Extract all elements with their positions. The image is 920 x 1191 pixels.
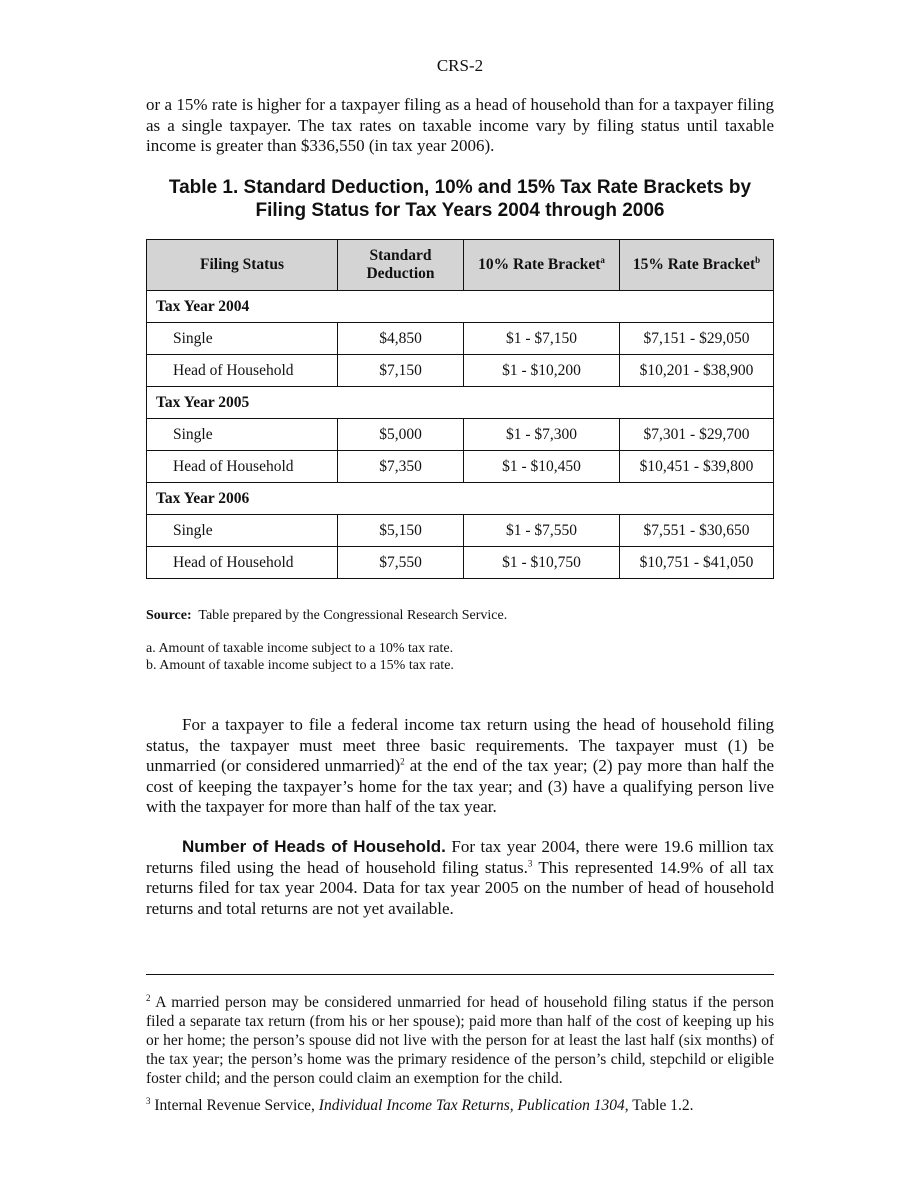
group-row bbox=[147, 387, 774, 419]
table-row bbox=[147, 323, 774, 355]
footnote-marker-b: b bbox=[755, 254, 761, 265]
cell-status: Head of Household bbox=[147, 451, 338, 483]
header-15-label: 15% Rate Bracket bbox=[632, 256, 756, 273]
table-source bbox=[146, 608, 507, 624]
table-title bbox=[146, 176, 774, 222]
footnote-ref-2[interactable]: 2 bbox=[400, 756, 405, 767]
source-label: Source: bbox=[146, 608, 192, 623]
table-title-line2: Filing Status for Tax Years 2004 through 2006 bbox=[255, 200, 665, 221]
cell-rate15: $7,301 - $29,700 bbox=[620, 419, 774, 451]
cell-rate15: $10,751 - $41,050 bbox=[620, 547, 774, 579]
footnote-number: 2 bbox=[146, 992, 151, 1003]
footnote-text: Internal Revenue Service, bbox=[150, 1097, 319, 1114]
body-text: For a taxpayer to file a federal income tax return using the head of household filing status, the taxpayer must meet three basic requirements. The taxpayer must (1) be unmarried (or considered unmarried) bbox=[146, 715, 774, 775]
table-row bbox=[147, 451, 774, 483]
footnote-text: A married person may be considered unmarried for head of household filing status if the person filed a separate tax return (from his or her spouse); paid more than half of the cost of keeping up his or her home; the person’s spouse did not live with the person for at least the last half (six months) of the tax year; the person’s home was the primary residence of the person’s child, stepchild or eligible foster child; and the person could claim an exemption for the child. bbox=[146, 994, 774, 1087]
body-paragraph-requirements bbox=[146, 715, 774, 818]
footnote-marker-a: a bbox=[600, 254, 605, 265]
cell-status: Head of Household bbox=[147, 355, 338, 387]
cell-deduction: $7,550 bbox=[338, 547, 464, 579]
footnote-3 bbox=[146, 1096, 774, 1115]
header-15-rate-bracket bbox=[620, 240, 774, 291]
cell-deduction: $4,850 bbox=[338, 323, 464, 355]
cell-status: Single bbox=[147, 419, 338, 451]
cell-rate10: $1 - $7,300 bbox=[464, 419, 620, 451]
cell-rate10: $1 - $10,200 bbox=[464, 355, 620, 387]
cell-rate10: $1 - $10,750 bbox=[464, 547, 620, 579]
table-row bbox=[147, 515, 774, 547]
cell-deduction: $7,350 bbox=[338, 451, 464, 483]
body-text: at the end of the tax year; (2) pay more than half the cost of keeping the taxpayer’s home for the tax year; and (3) have a qualifying person live with the taxpayer for more than half of the tax year. bbox=[146, 756, 774, 816]
body-text: This represented 14.9% of all tax returns filed for tax year 2004. Data for tax year 2005 on the number of head of household returns and total returns are not yet available. bbox=[146, 857, 774, 918]
intro-paragraph: or a 15% rate is higher for a taxpayer filing as a head of household than for a taxpayer filing as a single taxpayer. The tax rates on taxable income vary by filing status until taxable income is greater than $336,550 (in tax year 2006). bbox=[146, 95, 774, 155]
footnote-ref-3[interactable]: 3 bbox=[527, 857, 533, 868]
source-text: Table prepared by the Congressional Research Service. bbox=[198, 608, 508, 623]
cell-rate15: $7,151 - $29,050 bbox=[620, 323, 774, 355]
group-year: Tax Year 2006 bbox=[147, 483, 774, 515]
body-paragraph-number-of-heads bbox=[146, 837, 774, 919]
table-title-line1: Table 1. Standard Deduction, 10% and 15% Tax Rate Brackets by bbox=[168, 177, 752, 198]
header-filing-status: Filing Status bbox=[147, 240, 338, 291]
table-header-row bbox=[147, 240, 774, 291]
footnote-2 bbox=[146, 993, 774, 1088]
table-note-a: a. Amount of taxable income subject to a 10% tax rate. bbox=[146, 641, 454, 656]
footnote-number: 3 bbox=[146, 1095, 151, 1106]
section-heading: Number of Heads of Household. bbox=[182, 837, 446, 856]
cell-rate10: $1 - $10,450 bbox=[464, 451, 620, 483]
footnote-divider bbox=[146, 974, 774, 975]
group-year: Tax Year 2004 bbox=[147, 291, 774, 323]
header-standard-deduction bbox=[338, 240, 464, 291]
cell-deduction: $5,000 bbox=[338, 419, 464, 451]
cell-deduction: $7,150 bbox=[338, 355, 464, 387]
body-text: For tax year 2004, there were 19.6 million tax returns filed using the head of household filing status. bbox=[146, 837, 775, 877]
table-row bbox=[147, 355, 774, 387]
cell-rate15: $10,451 - $39,800 bbox=[620, 451, 774, 483]
header-standard-deduction-line2: Deduction bbox=[366, 265, 435, 282]
cell-rate10: $1 - $7,550 bbox=[464, 515, 620, 547]
cell-rate15: $10,201 - $38,900 bbox=[620, 355, 774, 387]
header-10-label: 10% Rate Bracket bbox=[478, 256, 601, 273]
table-row bbox=[147, 547, 774, 579]
group-year: Tax Year 2005 bbox=[147, 387, 774, 419]
table-note-b: b. Amount of taxable income subject to a 15% tax rate. bbox=[146, 658, 454, 673]
cell-deduction: $5,150 bbox=[338, 515, 464, 547]
tax-bracket-table bbox=[146, 239, 774, 579]
header-10-rate-bracket bbox=[464, 240, 620, 291]
cell-rate15: $7,551 - $30,650 bbox=[620, 515, 774, 547]
publication-title: Individual Income Tax Returns, Publication 1304 bbox=[318, 1097, 625, 1114]
cell-rate10: $1 - $7,150 bbox=[464, 323, 620, 355]
cell-status: Single bbox=[147, 515, 338, 547]
group-row bbox=[147, 483, 774, 515]
group-row bbox=[147, 291, 774, 323]
table-row bbox=[147, 419, 774, 451]
cell-status: Head of Household bbox=[147, 547, 338, 579]
header-standard-deduction-line1: Standard bbox=[369, 247, 432, 264]
cell-status: Single bbox=[147, 323, 338, 355]
footnote-text: , Table 1.2. bbox=[624, 1097, 694, 1114]
page-number: CRS-2 bbox=[436, 56, 484, 75]
